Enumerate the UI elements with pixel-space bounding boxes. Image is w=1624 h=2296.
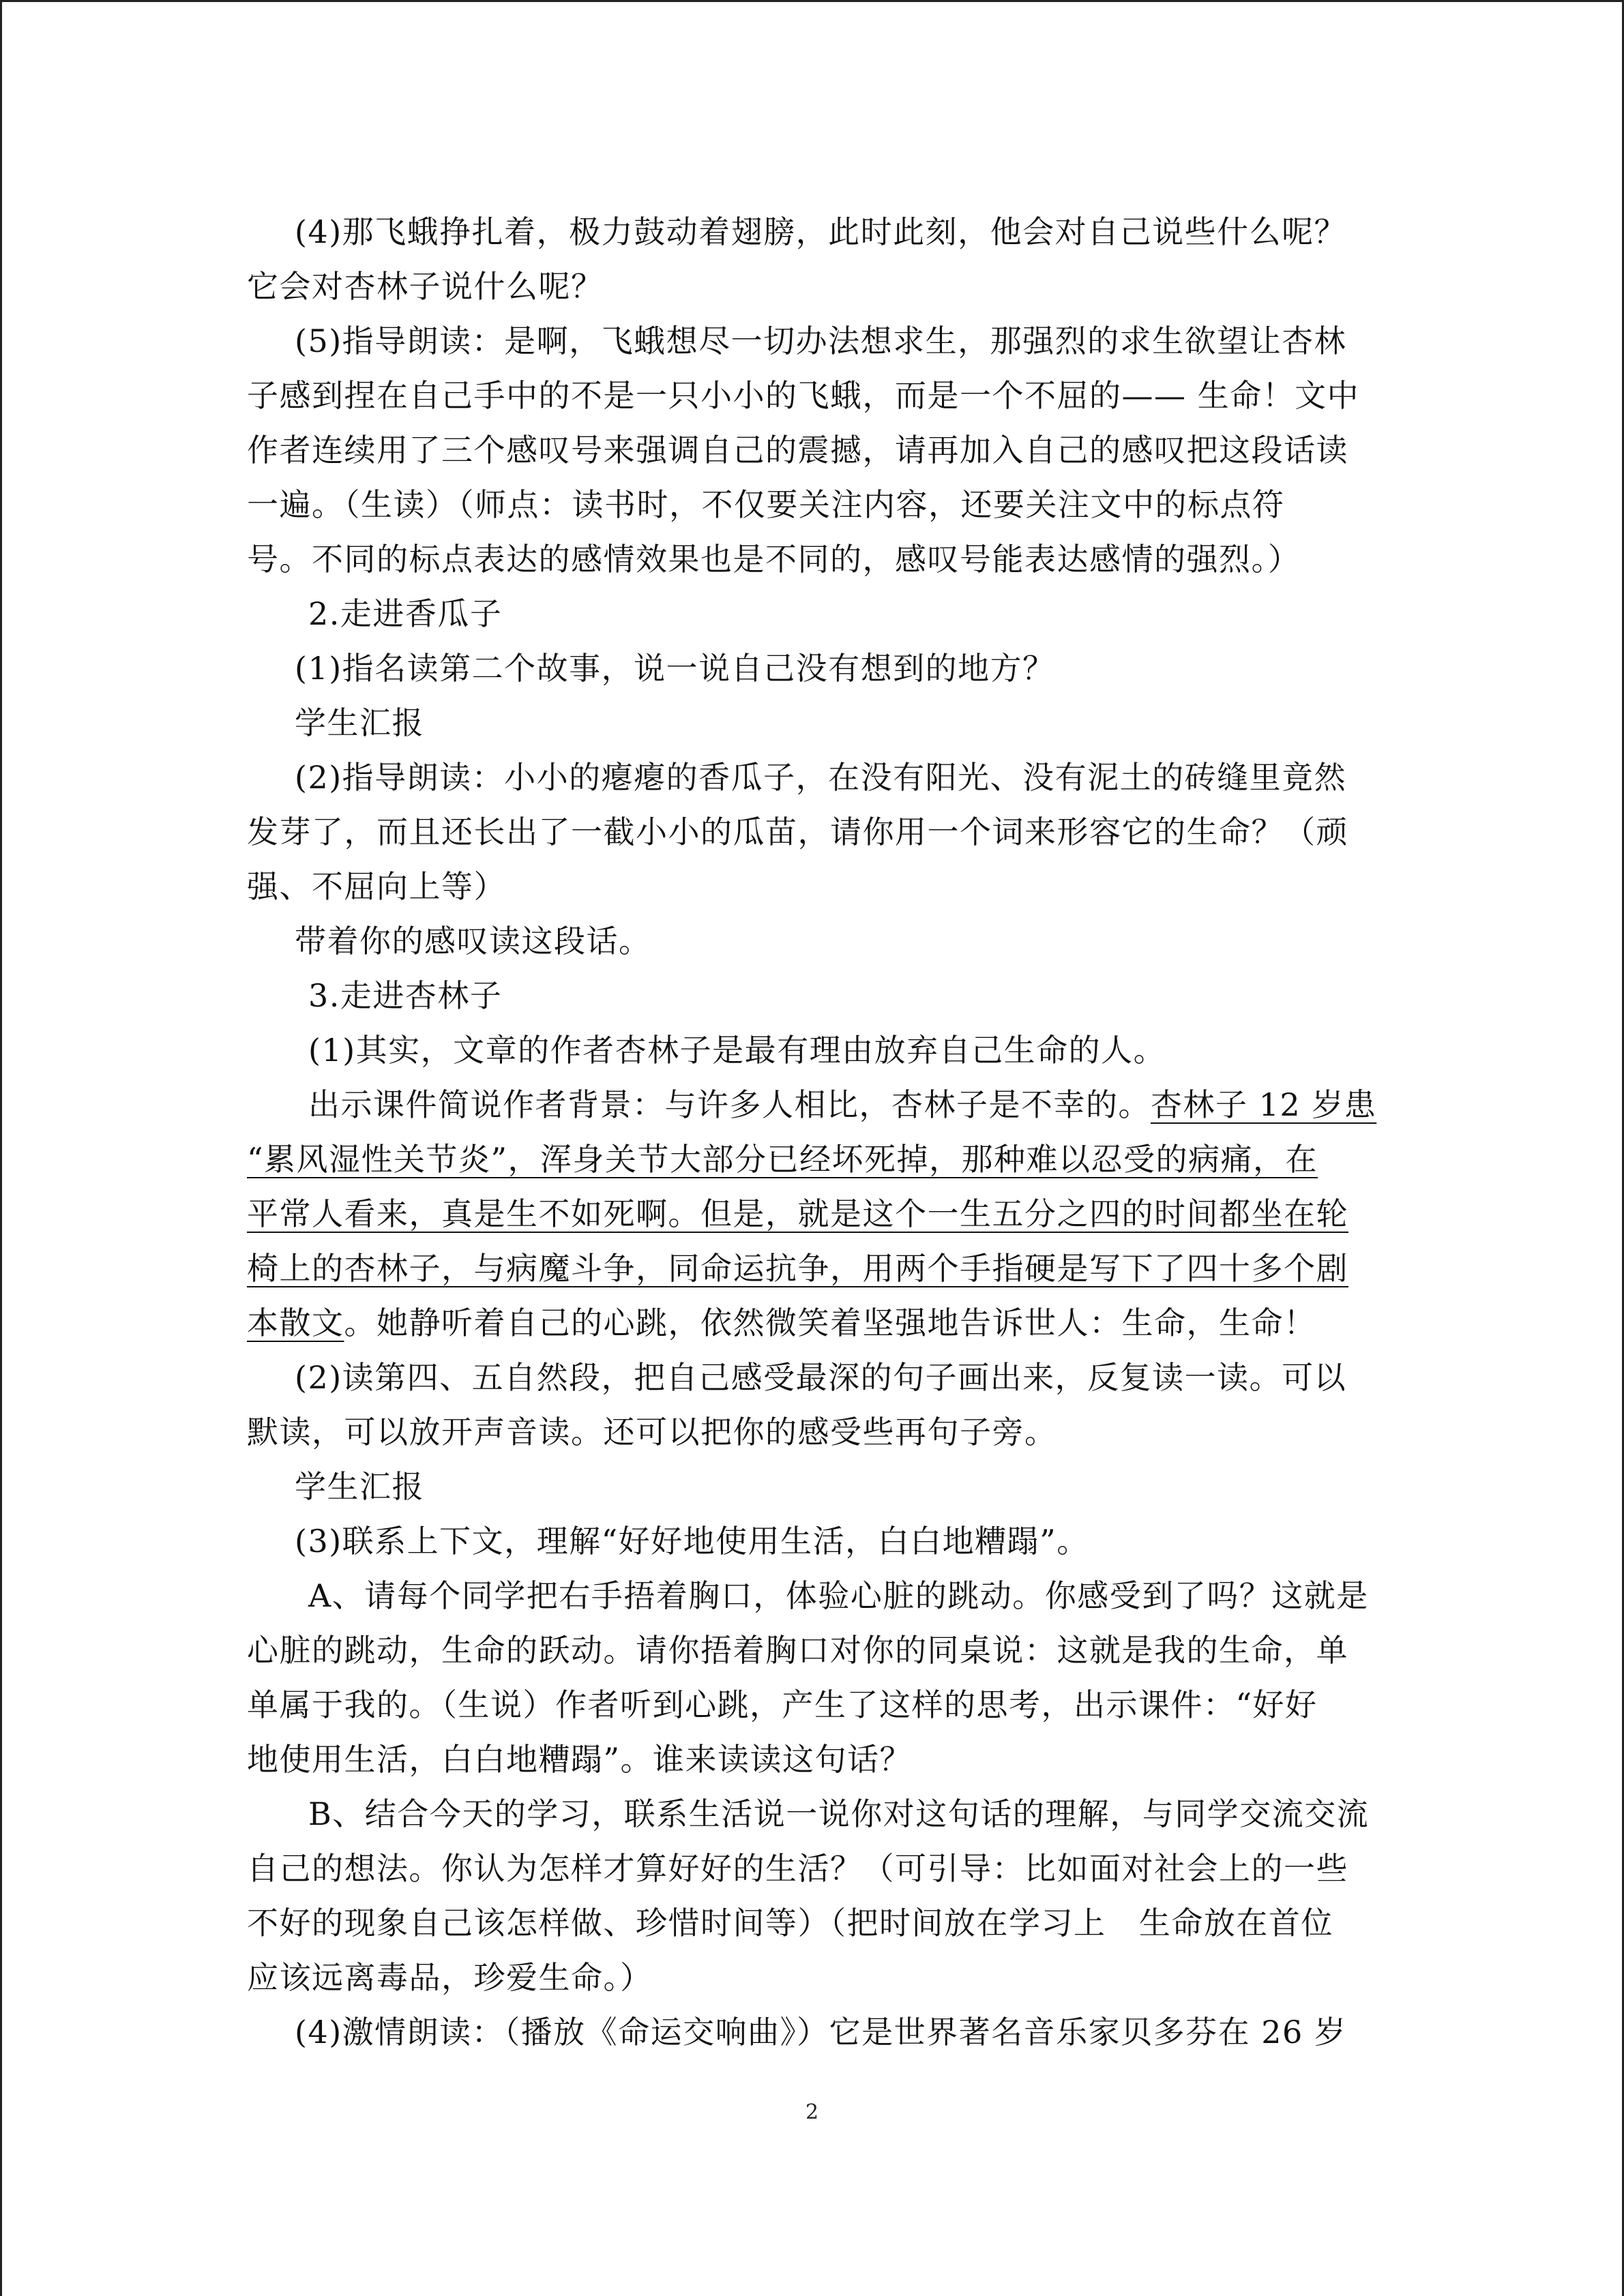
section-heading: 3.走进杏林子 <box>308 977 503 1014</box>
text-line: 一遍。（生读）（师点：读书时，不仅要关注内容，还要关注文中的标点符 <box>247 486 1285 523</box>
underlined-line <box>247 1241 1379 1296</box>
text-line: 它会对杏林子说什么呢？ <box>247 268 604 305</box>
text-line: 不好的现象自己该怎样做、珍惜时间等）（把时间放在学习上 生命放在首位 <box>247 1905 1333 1941</box>
text-line: 发芽了，而且还长出了一截小小的瓜苗，请你用一个词来形容它的生命？（顽 <box>247 814 1348 850</box>
text-line: 自己的想法。你认为怎样才算好好的生活？（可引导：比如面对社会上的一些 <box>247 1850 1348 1887</box>
text-line: B、结合今天的学习，联系生活说一说你对这句话的理解，与同学交流交流 <box>308 1795 1370 1832</box>
text-line: 心脏的跳动，生命的跃动。请你捂着胸口对你的同桌说：这就是我的生命，单 <box>247 1632 1348 1669</box>
closing-plain-text: 。她静听着自己的心跳，依然微笑着坚强地告诉世人：生命，生命！ <box>344 1304 1316 1341</box>
text-line: 应该远离毒品，珍爱生命。） <box>247 1959 653 1996</box>
text-line: (2)指导朗读：小小的瘪瘪的香瓜子，在没有阳光、没有泥土的砖缝里竟然 <box>295 759 1347 796</box>
document-body <box>247 205 1379 2059</box>
text-line: (5)指导朗读：是啊，飞蛾想尽一切办法想求生，那强烈的求生欲望让杏林 <box>295 323 1347 359</box>
text-line: (1)指名读第二个故事，说一说自己没有想到的地方？ <box>295 650 1055 687</box>
text-line: 默读，可以放开声音读。还可以把你的感受些再句子旁。 <box>247 1414 1057 1450</box>
background-plain-text: 出示课件简说作者背景：与许多人相比，杏林子是不幸的。 <box>308 1086 1151 1123</box>
text-line: 单属于我的。（生说）作者听到心跳，产生了这样的思考，出示课件：“好好 <box>247 1686 1318 1723</box>
text-line: 学生汇报 <box>295 1468 424 1505</box>
text-line: A、请每个同学把右手捂着胸口，体验心脏的跳动。你感受到了吗？这就是 <box>308 1577 1369 1614</box>
text-line: (3)联系上下文，理解“好好地使用生活，白白地糟蹋”。 <box>295 1523 1089 1560</box>
author-background-line <box>247 1077 1379 1132</box>
text-line: 子感到捏在自己手中的不是一只小小的飞蛾，而是一个不屈的—— 生命！文中 <box>247 377 1360 414</box>
text-line: 地使用生活，白白地糟蹋”。谁来读读这句话？ <box>247 1741 913 1778</box>
page-number: 2 <box>805 2100 819 2124</box>
text-line: 带着你的感叹读这段话。 <box>295 923 651 959</box>
underlined-line <box>247 1132 1379 1187</box>
text-line: 强、不屈向上等） <box>247 868 506 905</box>
page-top-border <box>0 0 1624 2</box>
closing-line <box>247 1296 1379 1350</box>
underlined-text: 杏林子 12 岁患 <box>1151 1086 1377 1123</box>
section-heading: 2.走进香瓜子 <box>308 595 503 632</box>
text-line: 号。不同的标点表达的感情效果也是不同的，感叹号能表达感情的强烈。） <box>247 541 1301 578</box>
text-line: 学生汇报 <box>295 704 424 741</box>
page-left-border <box>0 0 2 2296</box>
text-line: (4)激情朗读：（播放《命运交响曲》）它是世界著名音乐家贝多芬在 26 岁 <box>295 2014 1347 2051</box>
text-line: (1)其实，文章的作者杏林子是最有理由放弃自己生命的人。 <box>308 1032 1166 1069</box>
text-line: (4)那飞蛾挣扎着，极力鼓动着翅膀，此时此刻，他会对自己说些什么呢？ <box>295 213 1347 250</box>
underlined-text: “累风湿性关节炎”，浑身关节大部分已经坏死掉，那种难以忍受的病痛，在 <box>247 1141 1318 1178</box>
text-line: (2)读第四、五自然段，把自己感受最深的句子画出来，反复读一读。可以 <box>295 1359 1347 1396</box>
underlined-text: 本散文 <box>247 1304 344 1341</box>
text-line: 作者连续用了三个感叹号来强调自己的震撼，请再加入自己的感叹把这段话读 <box>247 432 1348 468</box>
underlined-text: 平常人看来，真是生不如死啊。但是，就是这个一生五分之四的时间都坐在轮 <box>247 1195 1348 1232</box>
underlined-line <box>247 1187 1379 1241</box>
underlined-text: 椅上的杏林子，与病魔斗争，同命运抗争，用两个手指硬是写下了四十多个剧 <box>247 1250 1348 1287</box>
